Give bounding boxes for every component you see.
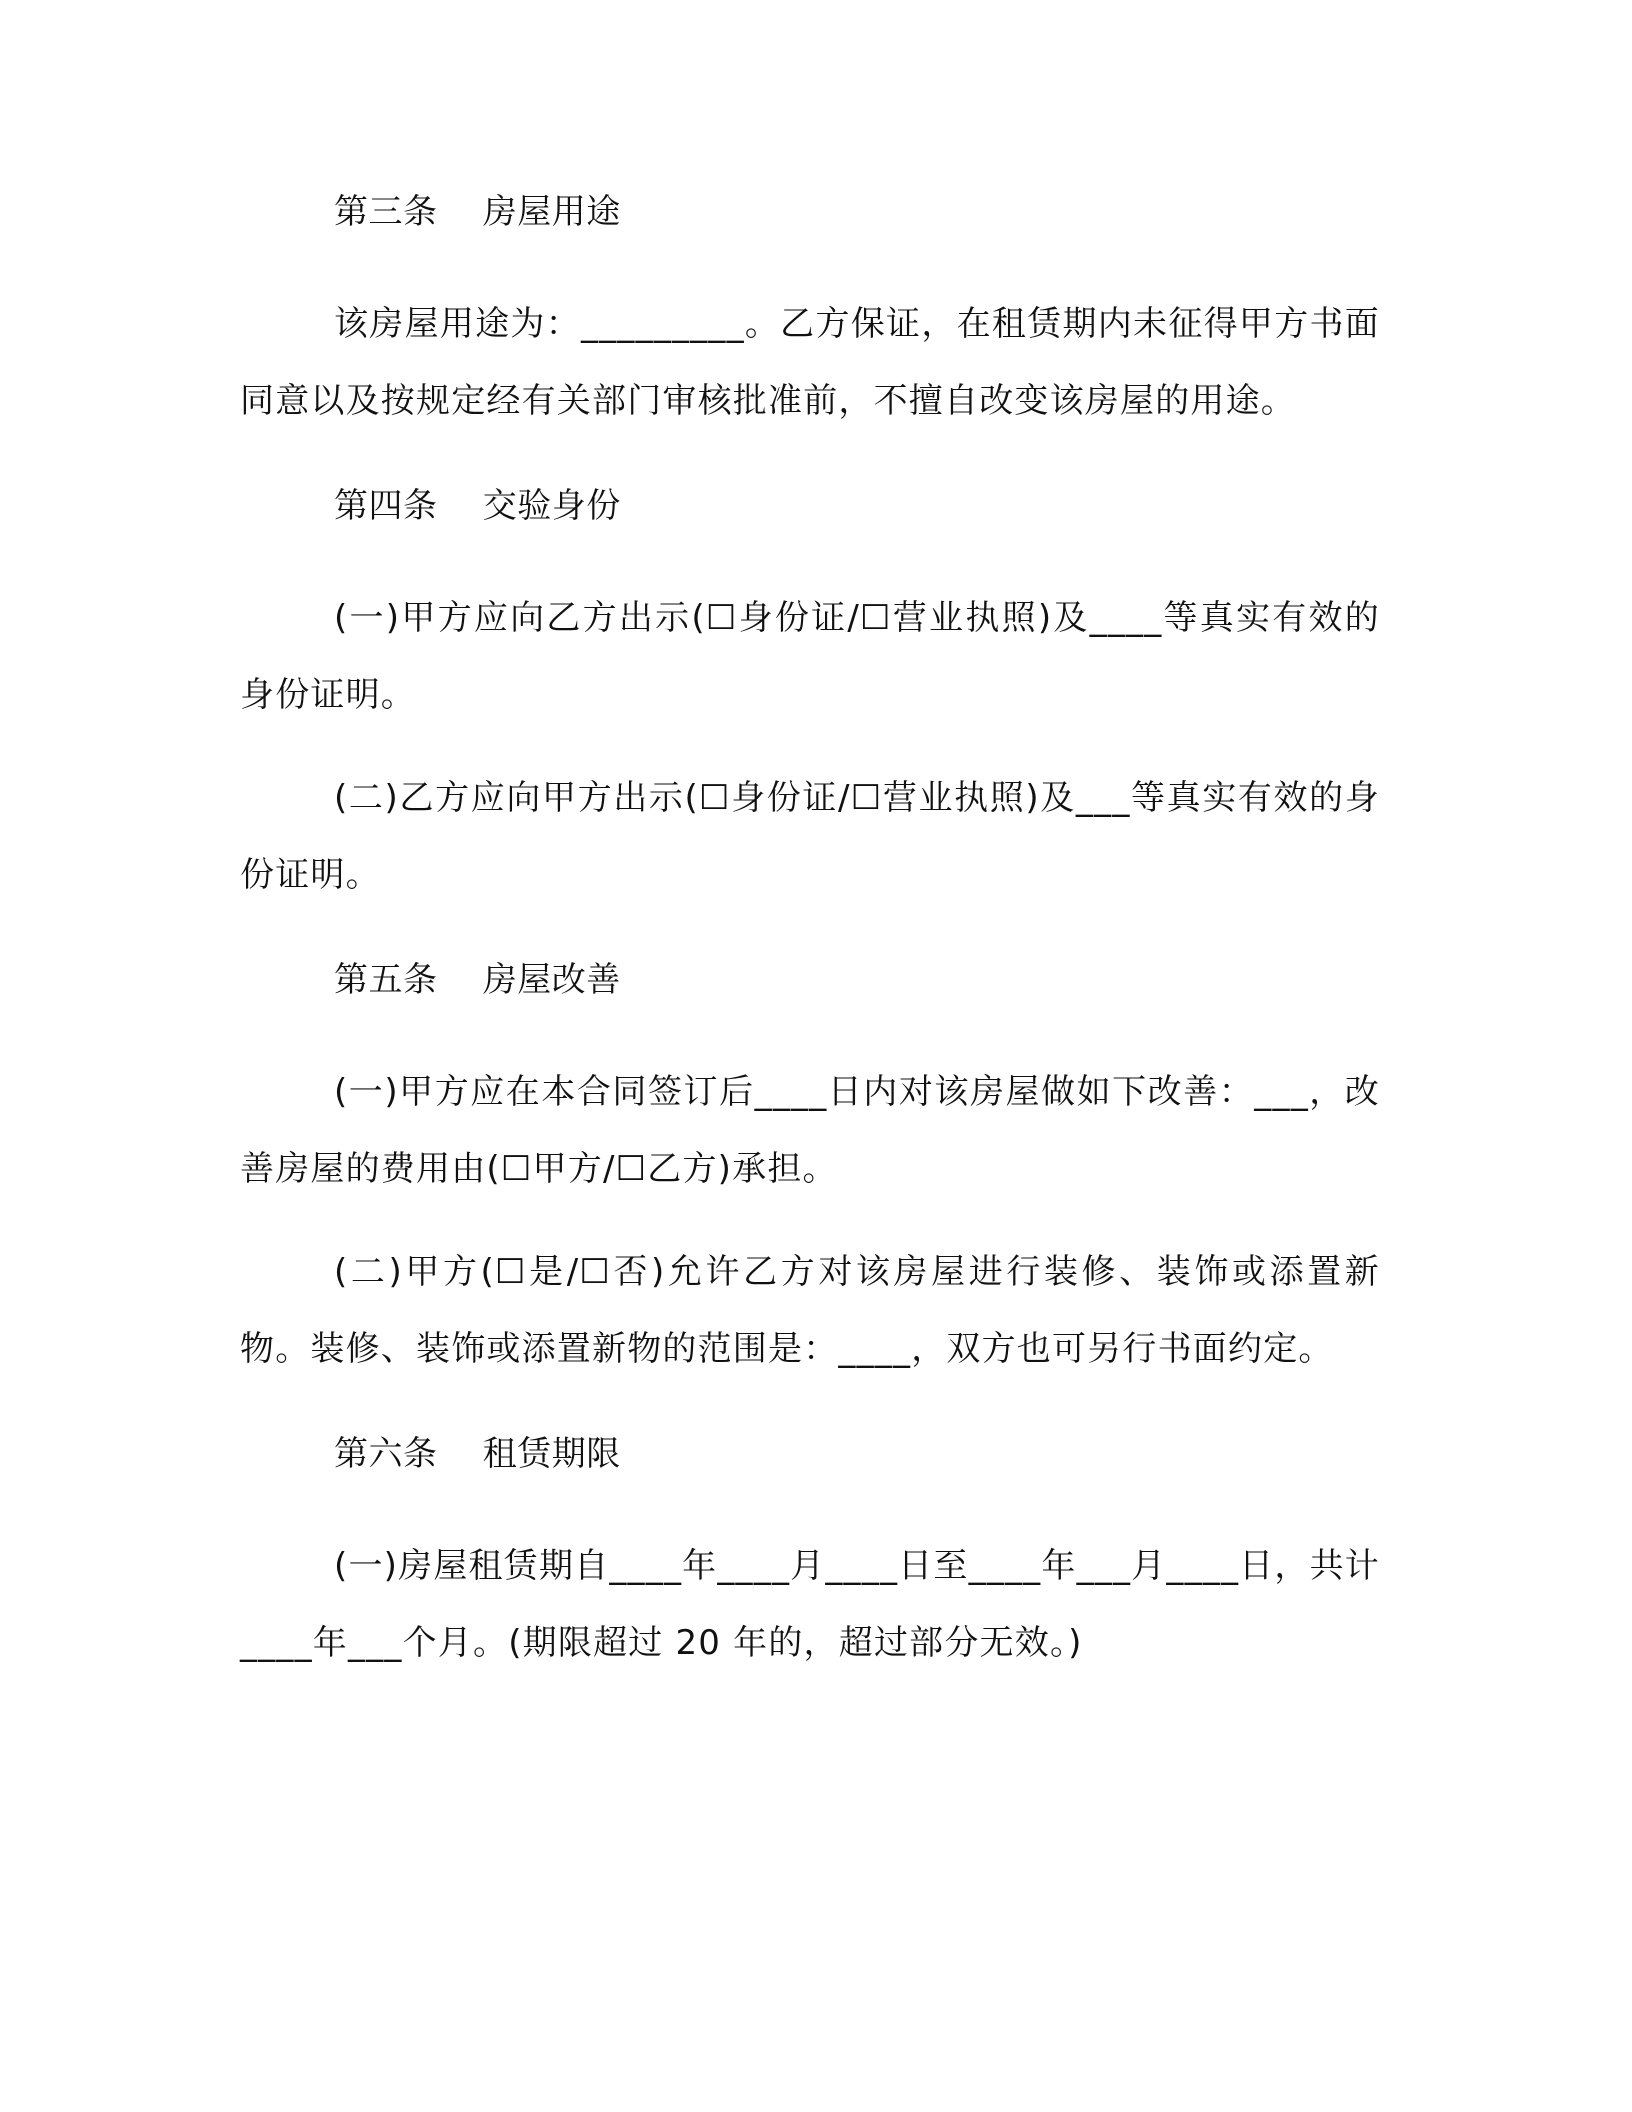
- document-body: [240, 184, 1380, 1682]
- article-heading: 第三条 房屋用途: [334, 192, 621, 232]
- article-paragraph: (一)房屋租赁期自____年____月____日至____年___月____日，共计____年___个月。(期限超过 20 年的，超过部分无效。): [240, 1546, 1380, 1663]
- section-article-5: [240, 952, 1380, 1388]
- article-paragraph: (二)甲方(☐是/☐否)允许乙方对该房屋进行装修、装饰或添置新物。装修、装饰或添置新物的范围是：____，双方也可另行书面约定。: [240, 1252, 1380, 1369]
- article-paragraph: (二)乙方应向甲方出示(☐身份证/☐营业执照)及___等真实有效的身份证明。: [240, 778, 1380, 895]
- article-paragraph: (一)甲方应在本合同签订后____日内对该房屋做如下改善：___，改善房屋的费用由(☐甲方/☐乙方)承担。: [240, 1072, 1380, 1189]
- article-heading: 第四条 交验身份: [334, 486, 621, 526]
- article-paragraph: (一)甲方应向乙方出示(☐身份证/☐营业执照)及____等真实有效的身份证明。: [240, 598, 1380, 715]
- article-heading: 第五条 房屋改善: [334, 960, 621, 1000]
- section-article-6: [240, 1426, 1380, 1682]
- article-paragraph: 该房屋用途为：_________。乙方保证，在租赁期内未征得甲方书面同意以及按规定经有关部门审核批准前，不擅自改变该房屋的用途。: [240, 304, 1380, 421]
- article-heading: 第六条 租赁期限: [334, 1434, 621, 1474]
- section-article-4: [240, 478, 1380, 914]
- section-article-3: [240, 184, 1380, 440]
